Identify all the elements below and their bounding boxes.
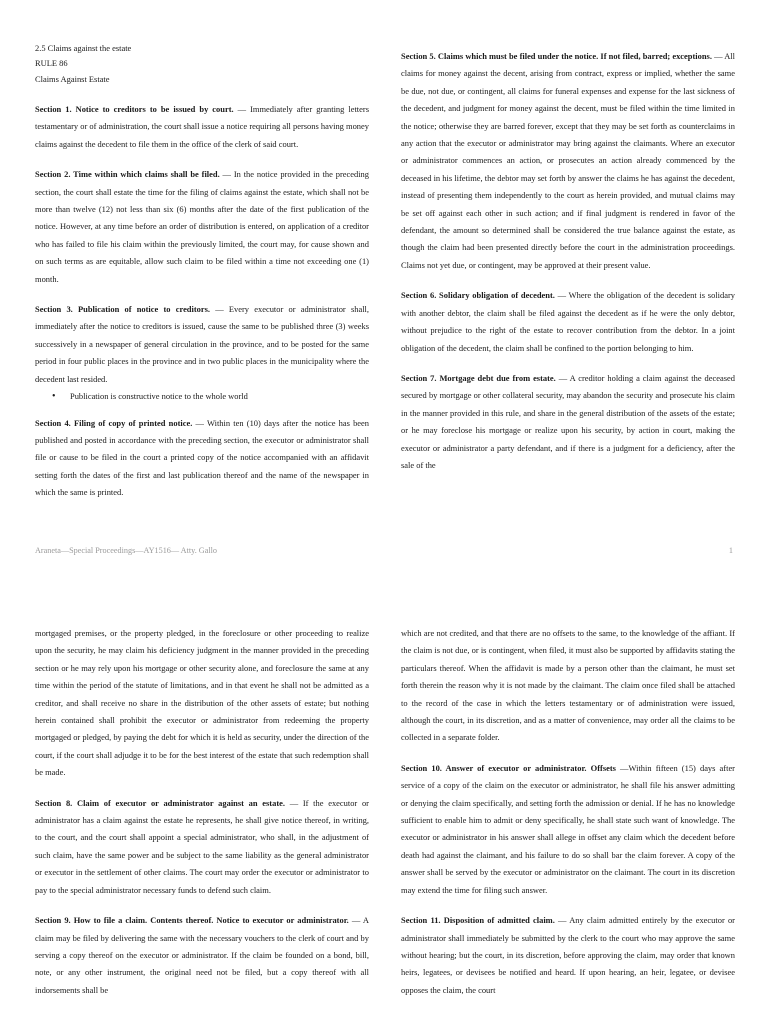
section-heading: Section 6. Solidary obligation of decedent. <box>401 290 555 301</box>
section-text: — In the notice provided in the preceding section, the court shall estate the time for the filing of claims against the estate, which shall not be more than twelve (12) not less than six (6) months after the date of the first publication of the notice. However, at any time before an order of distribution is entered, on application of a creditor who has failed to file his claim within the previously limited, the court may, for cause shown and on such terms as are equitable, allow such claim to be filed within a time not exceeding one (1) month. <box>35 169 369 284</box>
section-text: — Within ten (10) days after the notice has been published and posted in accordance with the preceding section, the executor or administrator shall file or cause to be filed in the court a printed copy of the notice accompanied with an affidavit setting forth the dates of the first and last publication thereof and the name of the newspaper in which the same is printed. <box>35 417 369 498</box>
page-2 <box>0 582 768 1024</box>
section-3 <box>35 301 369 388</box>
page-separator <box>0 570 768 582</box>
section-5 <box>401 48 735 274</box>
section-9 <box>35 912 369 999</box>
section-text: — A claim may be filed by delivering the same with the necessary vouchers to the clerk of court and by serving a copy thereof on the executor or administrator. If the claim be founded on a bond, bill, note, or any other instrument, the original need not be filed, but a copy thereof with all indorsements shall be <box>35 915 369 995</box>
page-1-left-column <box>35 41 369 515</box>
section-heading: Section 7. Mortgage debt due from estate. <box>401 372 556 383</box>
rule-title: Claims Against Estate <box>35 74 110 84</box>
section-7-continued <box>35 625 369 782</box>
section-heading: Section 9. How to file a claim. Contents thereof. Notice to executor or administrator. <box>35 915 349 926</box>
section-text: mortgaged premises, or the property pledged, in the foreclosure or other proceeding to realize upon the security, he may claim his deficiency judgment in the manner provided in the preceding section or he may rely upon his mortgage or other security alone, and foreclosure the same at any time within the period of the statute of limitations, and in that event he shall not be admitted as a creditor, and shall receive no share in the distribution of the other assets of estate; but nothing herein contained shall prohibit the executor or administrator from redeeming the property mortgaged or pledged, by paying the debt for which it is held as security, under the direction of the court, if the court shall adjudge it to be for the best interest of the estate that such redemption shall be made. <box>35 628 369 778</box>
section-7 <box>401 370 735 474</box>
section-heading: Section 3. Publication of notice to creditors. <box>35 304 211 315</box>
section-11 <box>401 912 735 999</box>
section-text: — Every executor or administrator shall, immediately after the notice to creditors is issued, cause the same to be published three (3) weeks successively in a newspaper of general circulation in the province, and to be posted for the same period in four public places in the province and in two public places in the municipality where the decedent last resided. <box>35 304 369 384</box>
note-item: • Publication is constructive notice to the whole world <box>70 388 369 405</box>
section-1 <box>35 101 369 153</box>
page-2-left-column <box>35 625 369 1012</box>
section-heading: Section 5. Claims which must be filed under the notice. If not filed, barred; exceptions. <box>401 51 712 61</box>
section-text: which are not credited, and that there are no offsets to the same, to the knowledge of the affiant. If the claim is not due, or is contingent, when filed, it must also be supported by affidavits stating the particulars thereof. When the affidavit is made by a person other than the claimant, he must set forth therein the reason why it is not made by the claimant. The claim once filed shall be attached to the record of the case in which the letters testamentary or of administration were issued, although the court, in its discretion, and as a matter of convenience, may order all the claims to be collected in a separate folder. <box>401 628 735 743</box>
section-heading: Section 11. Disposition of admitted claim. <box>401 915 555 926</box>
page-2-right-column <box>401 625 735 1012</box>
page-1-right-column <box>401 48 735 487</box>
page-footer <box>35 546 733 555</box>
section-heading: Section 2. Time within which claims shall be filed. <box>35 169 220 180</box>
note-list <box>35 388 369 405</box>
section-text: — If the executor or administrator has a claim against the estate he represents, he shall give notice thereof, in writing, to the court, and the court shall appoint a special administrator, who shall, in the adjustment of such claim, have the same power and be subject to the same liability as the general administrator or executor in the settlement of other claims. The court may order the executor or administrator to pay to the special administrator necessary funds to defend such claim. <box>35 797 369 895</box>
page-number: 1 <box>728 546 733 555</box>
section-text: — Where the obligation of the decedent is solidary with another debtor, the claim shall be filed against the decedent as if he were the only debtor, without prejudice to the right of the estate to recover contribution from the debtor. In a joint obligation of the decedent, the claim shall be confined to the portion belonging to him. <box>401 290 735 353</box>
section-text: — All claims for money against the decent, arising from contract, express or implied, whether the same be due, not due, or contingent, all claims for funeral expenses and expense for the last sickness of the decedent, and judgment for money against the decent, must be filed within the time limited in the notice; otherwise they are barred forever, except that they may be set forth as counterclaims in any action that the executor or administrator may bring against the claimants. Where an executor or administrator commences an action, or prosecutes an action already commenced by the deceased in his lifetime, the debtor may set forth by answer the claims he has against the decedent, instead of presenting them independently to the court as herein provided, and mutual claims may be set off against each other in such action; and if final judgment is rendered in favor of the defendant, the amount so determined shall be considered the true balance against the estate, as though the claim had been presented directly before the court in the administration proceedings. Claims not yet due, or contingent, may be approved at their present value. <box>401 51 735 270</box>
section-heading: Section 10. Answer of executor or administrator. Offsets <box>401 762 616 773</box>
section-text: — Any claim admitted entirely by the executor or administrator shall immediately be submitted by the clerk to the court who may approve the same without hearing; but the court, in its discretion, before approving the claim, may order that known heirs, legatees, or devisees be notified and heard. If upon hearing, an heir, legatee, or devisee opposes the claim, the court <box>401 915 735 995</box>
chapter-heading: 2.5 Claims against the estate <box>35 43 132 53</box>
section-10 <box>401 760 735 899</box>
section-text: — A creditor holding a claim against the deceased secured by mortgage or other collateral security, may abandon the security and prosecute his claim in the manner provided in this rule, and share in the general distribution of the assets of the estate; or he may foreclose his mortgage or realize upon his security, by action in court, making the executor or administrator a party defendant, and if there is a judgment for a deficiency, after the sale of the <box>401 372 735 470</box>
section-heading: Section 8. Claim of executor or administrator against an estate. <box>35 797 285 808</box>
section-6 <box>401 287 735 357</box>
section-9-continued <box>401 625 735 747</box>
footer-text: Araneta—Special Proceedings—AY1516— Atty. Gallo <box>35 546 217 555</box>
section-2 <box>35 166 369 288</box>
section-heading: Section 1. Notice to creditors to be issued by court. <box>35 104 234 114</box>
section-8 <box>35 795 369 899</box>
rule-number: RULE 86 <box>35 58 68 68</box>
section-heading: Section 4. Filing of copy of printed notice. <box>35 417 193 428</box>
section-text: — Immediately after granting letters testamentary or of administration, the court shall issue a notice requiring all persons having money claims against the decedent to file them in the office of the clerk of said court. <box>35 104 369 149</box>
section-4 <box>35 415 369 502</box>
section-text: —Within fifteen (15) days after service of a copy of the claim on the executor or administrator, he shall file his answer admitting or denying the claim specifically, and setting forth the admission or denial. If he has no knowledge sufficient to enable him to admit or deny specifically, he shall state such want of knowledge. The executor or administrator in his answer shall allege in offset any claim which the decedent before death had against the claimant, and his failure to do so shall bar the claim forever. A copy of the answer shall be served by the executor or administrator on the claimant. The court in its discretion may extend the time for filing such answer. <box>401 762 735 895</box>
